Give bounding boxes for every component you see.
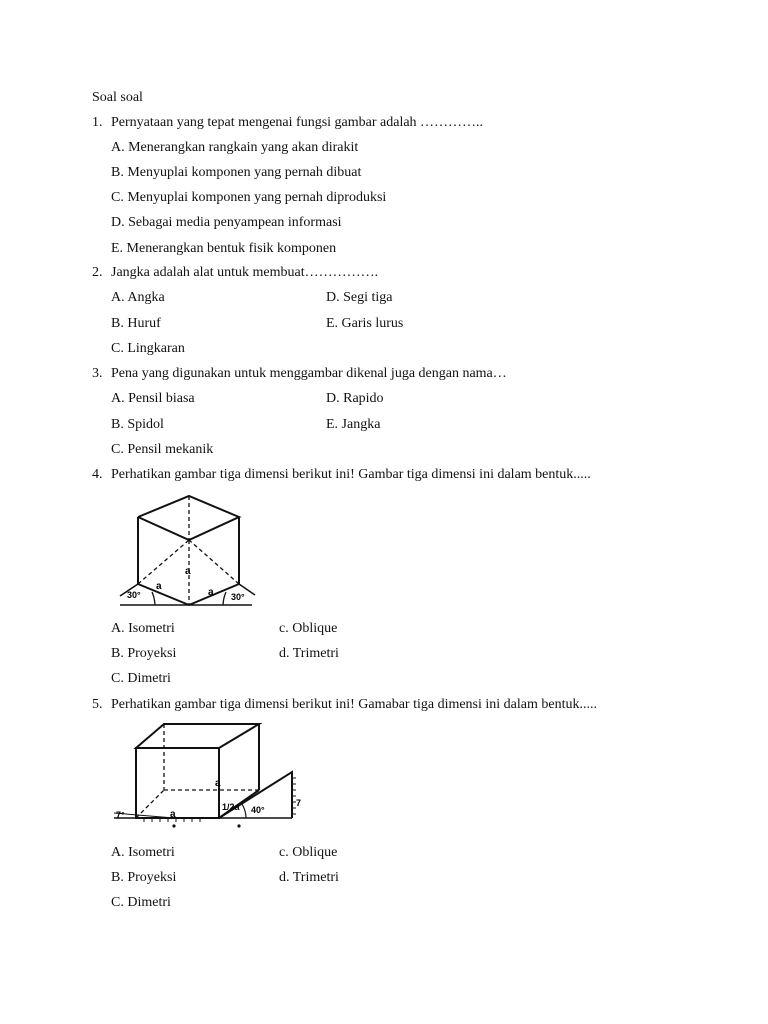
q3-text: Pena yang digunakan untuk menggambar dikenal juga dengan nama… — [111, 366, 507, 381]
q4-option-d: d. Trimetri — [279, 646, 339, 661]
q2-option-d: D. Segi tiga — [326, 290, 393, 305]
q2-option-b: B. Huruf — [111, 316, 161, 331]
q5-option-c2: C. Dimetri — [111, 895, 171, 910]
q2-option-c: C. Lingkaran — [111, 341, 185, 356]
q2-option-a: A. Angka — [111, 290, 165, 305]
q5-option-d: d. Trimetri — [279, 870, 339, 885]
isometric-cube-figure — [115, 492, 260, 612]
q5-label-a-bottom: a — [170, 809, 176, 820]
q5-label-half-a: 1/2a — [222, 802, 240, 812]
q5-text: Perhatikan gambar tiga dimensi berikut ini! Gamabar tiga dimensi ini dalam bentuk..... — [111, 697, 597, 712]
q1-text: Pernyataan yang tepat mengenai fungsi gambar adalah ………….. — [111, 115, 484, 130]
q5-label-angle-right: 40° — [251, 805, 265, 815]
q1-option-a: A. Menerangkan rangkain yang akan dirakit — [111, 140, 359, 155]
q4-label-a-left: a — [156, 581, 162, 592]
q3-number: 3. — [92, 366, 103, 381]
q5-label-angle-left: 7° — [116, 810, 125, 820]
q3-option-e: E. Jangka — [326, 417, 381, 432]
q5-option-c: c. Oblique — [279, 845, 338, 860]
q1-option-e: E. Menerangkan bentuk fisik komponen — [111, 241, 337, 256]
q4-number: 4. — [92, 467, 103, 482]
q5-number: 5. — [92, 697, 103, 712]
q3-option-c: C. Pensil mekanik — [111, 442, 214, 457]
q5-option-b: B. Proyeksi — [111, 870, 177, 885]
q1-number: 1. — [92, 115, 103, 130]
q1-option-d: D. Sebagai media penyampean informasi — [111, 215, 342, 230]
q1-option-b: B. Menyuplai komponen yang pernah dibuat — [111, 165, 362, 180]
page-heading: Soal soal — [92, 90, 143, 105]
q5-label-a-vertical: a — [215, 778, 221, 789]
q2-number: 2. — [92, 265, 103, 280]
q2-text: Jangka adalah alat untuk membuat……………. — [111, 265, 379, 280]
q3-option-b: B. Spidol — [111, 417, 164, 432]
q4-option-c2: C. Dimetri — [111, 671, 171, 686]
q5-option-a: A. Isometri — [111, 845, 175, 860]
q4-option-a: A. Isometri — [111, 621, 175, 636]
q4-label-a-right: a — [208, 587, 214, 598]
oblique-box-figure — [114, 720, 314, 835]
q4-label-angle-left: 30° — [127, 590, 141, 600]
q4-label-a-center: a — [185, 566, 191, 577]
q3-option-a: A. Pensil biasa — [111, 391, 195, 406]
q1-option-c: C. Menyuplai komponen yang pernah diproduksi — [111, 190, 387, 205]
q3-option-d: D. Rapido — [326, 391, 384, 406]
q4-option-b: B. Proyeksi — [111, 646, 177, 661]
q5-label-seven: 7 — [296, 798, 302, 808]
q2-option-e: E. Garis lurus — [326, 316, 404, 331]
q4-option-c: c. Oblique — [279, 621, 338, 636]
q4-text: Perhatikan gambar tiga dimensi berikut ini! Gambar tiga dimensi ini dalam bentuk..... — [111, 467, 591, 482]
q4-label-angle-right: 30° — [231, 592, 245, 602]
